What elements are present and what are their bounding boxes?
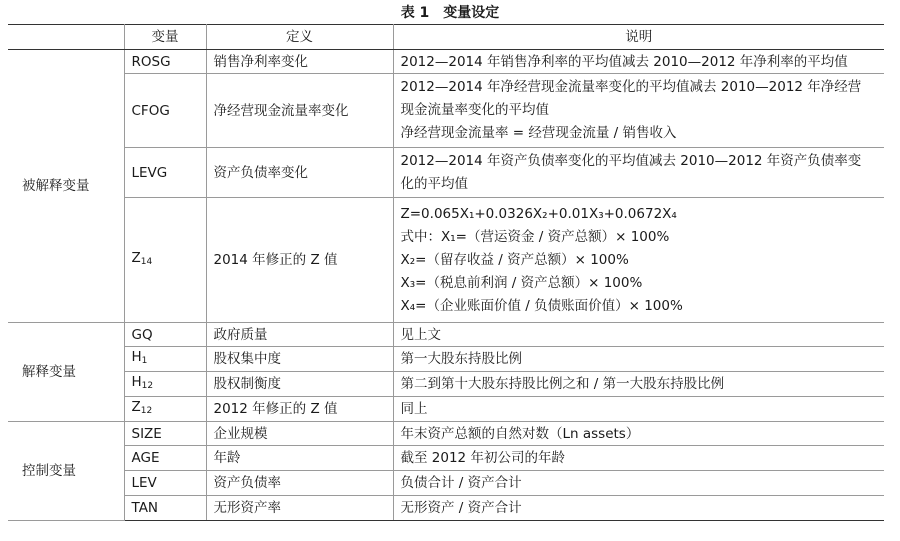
table-row — [8, 323, 884, 347]
table-row — [8, 446, 884, 471]
table-row — [8, 74, 884, 148]
variable-table — [8, 24, 884, 521]
var-cell: CFOG — [124, 74, 206, 148]
var-symbol: H — [131, 349, 142, 365]
table-row — [8, 397, 884, 422]
group-label: 被解释变量 — [8, 50, 124, 323]
desc-line: X₃=（税息前利润 / 资产总额）× 100% — [400, 274, 643, 291]
var-cell — [124, 372, 206, 397]
var-cell: LEVG — [124, 148, 206, 198]
table-row — [8, 50, 884, 74]
table-row — [8, 372, 884, 397]
def-cell: 企业规模 — [206, 422, 393, 446]
desc-line: 净经营现金流量率 = 经营现金流量 / 销售收入 — [400, 125, 677, 141]
def-cell: 净经营现金流量率变化 — [206, 74, 393, 148]
def-cell: 销售净利率变化 — [206, 50, 393, 74]
var-cell: AGE — [124, 446, 206, 471]
def-cell: 无形资产率 — [206, 496, 393, 521]
table-row — [8, 471, 884, 496]
group-label: 解释变量 — [8, 323, 124, 422]
header-group — [8, 25, 124, 50]
desc-cell: 第二到第十大股东持股比例之和 / 第一大股东持股比例 — [393, 372, 884, 397]
desc-line: 现金流量率变化的平均值 — [400, 102, 549, 118]
desc-cell: 截至 2012 年初公司的年龄 — [393, 446, 884, 471]
table-title: 表 1 变量设定 — [400, 5, 500, 21]
var-subscript: 12 — [141, 381, 154, 391]
var-cell — [124, 347, 206, 372]
var-cell: SIZE — [124, 422, 206, 446]
desc-line: 式中：X₁=（营运资金 / 资产总额）× 100% — [400, 228, 670, 245]
desc-cell: 第一大股东持股比例 — [393, 347, 884, 372]
var-cell: ROSG — [124, 50, 206, 74]
var-subscript: 1 — [141, 356, 148, 366]
desc-line: 2012—2014 年净经营现金流量率变化的平均值减去 2010—2012 年净经营 — [400, 79, 862, 95]
def-cell: 资产负债率 — [206, 471, 393, 496]
desc-cell: 同上 — [393, 397, 884, 422]
var-cell — [124, 198, 206, 323]
var-subscript: 14 — [140, 257, 153, 267]
desc-cell — [393, 198, 884, 323]
header-description: 说明 — [393, 25, 884, 50]
desc-cell: 负债合计 / 资产合计 — [393, 471, 884, 496]
header-definition: 定义 — [206, 25, 393, 50]
table-row — [8, 422, 884, 446]
desc-cell: 2012—2014 年销售净利率的平均值减去 2010—2012 年净利率的平均值 — [393, 50, 884, 74]
var-cell: GQ — [124, 323, 206, 347]
var-cell — [124, 397, 206, 422]
def-cell: 2012 年修正的 Z 值 — [206, 397, 393, 422]
desc-line: X₄=（企业账面价值 / 负债账面价值）× 100% — [400, 297, 683, 314]
var-subscript: 12 — [140, 406, 153, 416]
var-symbol: Z — [131, 399, 141, 415]
desc-cell: 无形资产 / 资产合计 — [393, 496, 884, 521]
desc-cell: 年末资产总额的自然对数（Ln assets） — [393, 422, 884, 446]
desc-line: 2012—2014 年资产负债率变化的平均值减去 2010—2012 年资产负债率变 — [400, 152, 862, 169]
table-row — [8, 347, 884, 372]
var-cell: TAN — [124, 496, 206, 521]
table-row — [8, 496, 884, 521]
desc-line: X₂=（留存收益 / 资产总额）× 100% — [400, 251, 629, 268]
def-cell: 资产负债率变化 — [206, 148, 393, 198]
table-row — [8, 198, 884, 323]
desc-cell — [393, 148, 884, 198]
desc-line: Z=0.065X₁+0.0326X₂+0.01X₃+0.0672X₄ — [400, 205, 677, 222]
var-cell: LEV — [124, 471, 206, 496]
def-cell: 股权制衡度 — [206, 372, 393, 397]
table-row — [8, 148, 884, 198]
def-cell: 股权集中度 — [206, 347, 393, 372]
header-variable: 变量 — [124, 25, 206, 50]
desc-cell — [393, 74, 884, 148]
var-symbol: H — [131, 374, 142, 390]
def-cell: 政府质量 — [206, 323, 393, 347]
header-row — [8, 25, 884, 50]
var-symbol: Z — [131, 250, 141, 266]
def-cell: 年龄 — [206, 446, 393, 471]
desc-cell: 见上文 — [393, 323, 884, 347]
desc-line: 化的平均值 — [400, 175, 468, 192]
def-cell: 2014 年修正的 Z 值 — [206, 198, 393, 323]
group-label: 控制变量 — [8, 422, 124, 521]
